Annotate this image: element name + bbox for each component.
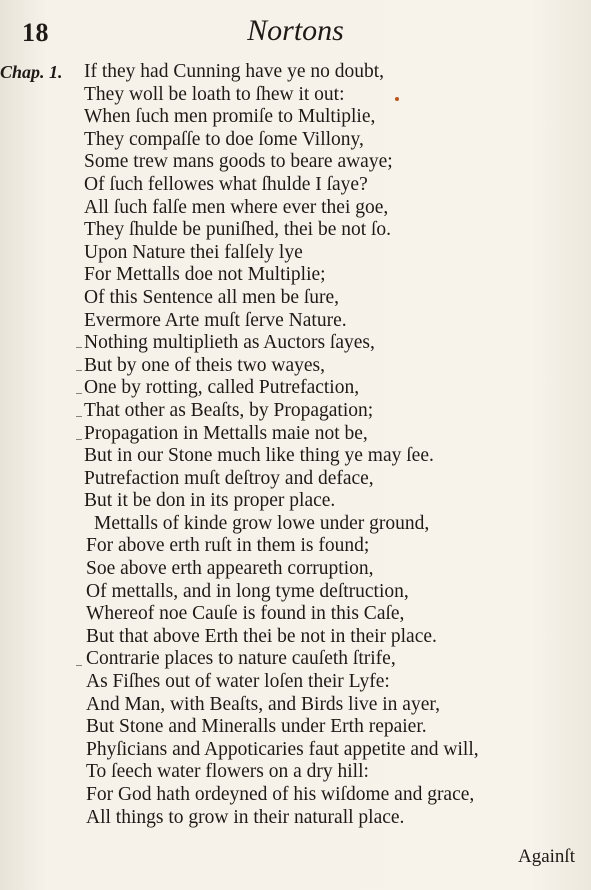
poem-line: Of ſuch fellowes what ſhulde I ſaye? [84, 173, 368, 195]
margin-tick [76, 665, 82, 666]
poem-line: But Stone and Mineralls under Erth repaier. [86, 716, 427, 738]
poem-line: Evermore Arte muſt ſerve Nature. [84, 309, 347, 331]
ink-speck [395, 97, 399, 101]
poem-line: Phyſicians and Appoticaries faut appetite and will, [86, 738, 479, 760]
poem-line: Nothing multiplieth as Auctors ſayes, [84, 332, 375, 354]
poem-line: All ſuch falſe men where ever thei goe, [84, 196, 389, 218]
poem-line: Of this Sentence all men be ſure, [84, 286, 340, 308]
poem-line: Upon Nature thei falſely lye [84, 241, 303, 263]
poem-line: As Fiſhes out of water loſen their Lyfe: [86, 671, 390, 693]
margin-tick [76, 347, 82, 348]
margin-tick [76, 439, 82, 440]
margin-tick [76, 370, 82, 371]
poem-line: Whereof noe Cauſe is found in this Caſe, [86, 603, 405, 625]
poem-line: Contrarie places to nature cauſeth ſtrife, [86, 648, 396, 670]
catchword: Againſt [518, 846, 575, 867]
poem-line: When ſuch men promiſe to Multiplie, [84, 106, 376, 128]
poem-line: But by one of theis two wayes, [84, 354, 326, 376]
chapter-margin-note: Chap. 1. [0, 62, 63, 82]
poem-line: But that above Erth thei be not in their place. [86, 625, 437, 647]
poem-line: Some trew mans goods to beare awaye; [84, 151, 393, 173]
poem-line: They ſhulde be puniſhed, thei be not ſo. [84, 219, 392, 241]
poem-line: All things to grow in their naturall place. [86, 806, 405, 828]
poem-line: Of mettalls, and in long tyme deſtruction, [86, 580, 409, 602]
poem-line: That other as Beaſts, by Propagation; [84, 399, 374, 421]
poem-line: If they had Cunning have ye no doubt, [84, 61, 385, 82]
poem-line: Soe above erth appeareth corruption, [86, 558, 374, 580]
running-head: Nortons [247, 14, 344, 47]
poem-line: For God hath ordeyned of his wiſdome and grace, [86, 784, 475, 805]
poem-line: One by rotting, called Putrefaction, [84, 377, 360, 399]
page-number: 18 [22, 18, 49, 47]
poem-line: Propagation in Mettalls maie not be, [84, 422, 368, 444]
poem-line: Mettalls of kinde grow lowe under ground, [94, 512, 430, 534]
poem-line: Putrefaction muſt deſtroy and deface, [84, 467, 374, 489]
poem-line: But it be don in its proper place. [84, 490, 336, 512]
poem-line: They woll be loath to ſhew it out: [84, 83, 345, 105]
poem-line: And Man, with Beaſts, and Birds live in ayer, [86, 693, 440, 715]
poem-line: To ſeech water flowers on a dry hill: [86, 761, 369, 783]
poem-text [84, 61, 479, 829]
poem-line: But in our Stone much like thing ye may ſee. [84, 445, 434, 467]
poem-line: They compaſſe to doe ſome Villony, [84, 128, 364, 150]
poem-line: For Mettalls doe not Multiplie; [84, 264, 326, 286]
margin-tick [76, 393, 82, 394]
poem-line: For above erth ruſt in them is found; [86, 535, 370, 557]
margin-tick [76, 416, 82, 417]
